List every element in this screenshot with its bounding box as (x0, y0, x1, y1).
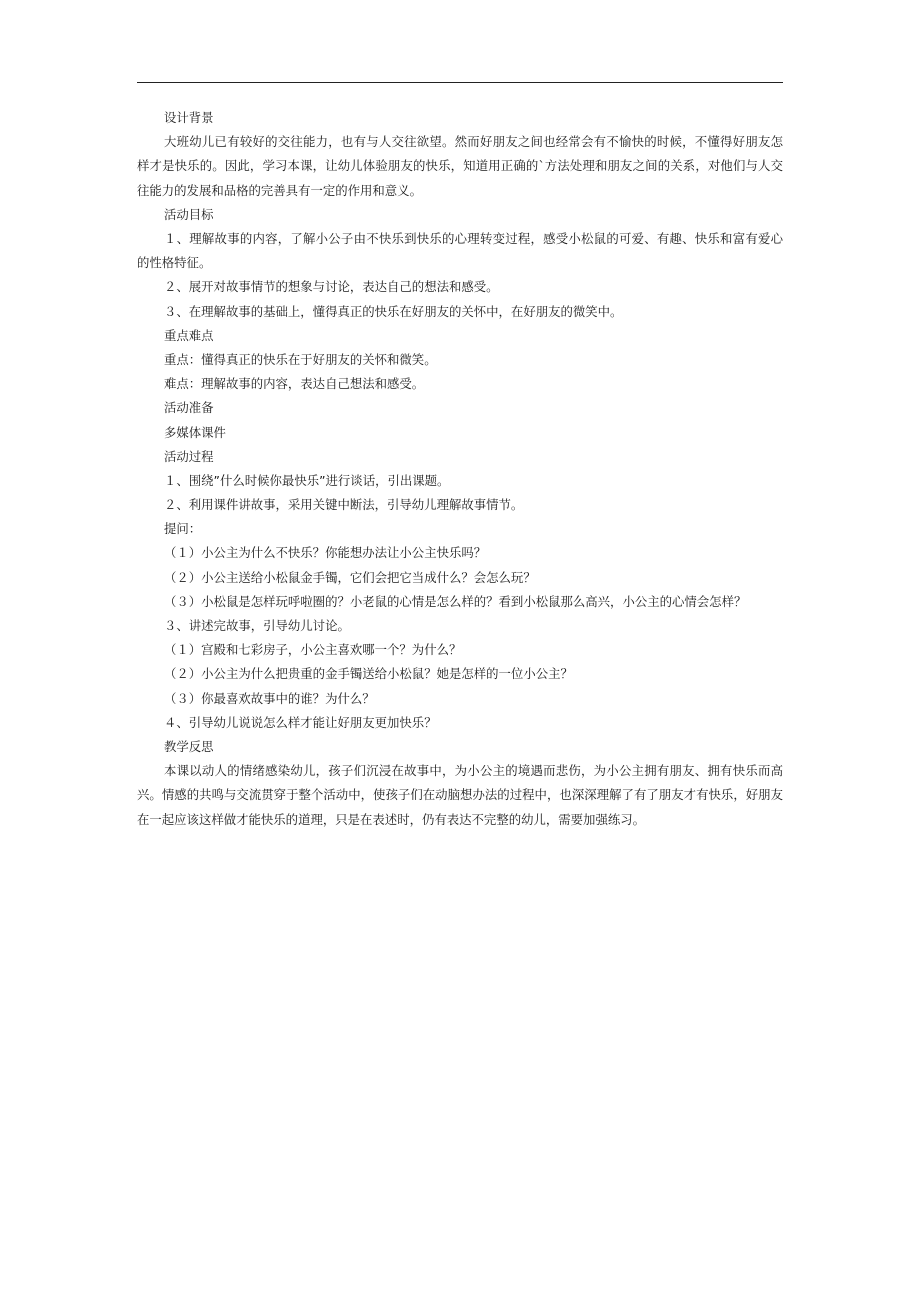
discussion-2: （２）小公主为什么把贵重的金手镯送给小松鼠？她是怎样的一位小公主？ (164, 666, 573, 682)
preparation-item: 多媒体课件 (164, 424, 226, 440)
goal-item-1: １、理解故事的内容，了解小公子由不快乐到快乐的心理转变过程，感受小松鼠的可爱、有趣、快乐和富有爱心的性格特征。 (137, 230, 783, 271)
goal-item-2: ２、展开对故事情节的想象与讨论，表达自己的想法和感受。 (164, 279, 499, 295)
reflection-paragraph: 本课以动人的情绪感染幼儿，孩子们沉浸在故事中，为小公主的境遇而悲伤，为小公主拥有朋友、拥有快乐而高兴。情感的共鸣与交流贯穿于整个活动中，使孩子们在动脑想办法的过程中，也深深理解了有了朋友才有快乐，好朋友在一起应该这样做才能快乐的道理，只是在表述时，仍有表达不完整的幼儿，需要加强练习。 (137, 763, 783, 827)
discussion-3: （３）你最喜欢故事中的谁？为什么？ (164, 690, 375, 706)
question-1: （１）小公主为什么不快乐？你能想办法让小公主快乐吗？ (164, 545, 487, 561)
key-difficult-heading: 重点难点 (164, 327, 214, 343)
process-step-3: ３、讲述完故事，引导幼儿讨论。 (164, 618, 350, 634)
background-paragraph: 大班幼儿已有较好的交往能力，也有与人交往欲望。然而好朋友之间也经常会有不愉快的时候，不懂得好朋友怎样才是快乐的。因此，学习本课，让幼儿体验朋友的快乐，知道用正确的`方法处理和朋友之间的关系，对他们与人交往能力的发展和品格的完善具有一定的作用和意义。 (137, 134, 783, 198)
key-point: 重点：懂得真正的快乐在于好朋友的关怀和微笑。 (164, 351, 437, 367)
header-rule (137, 82, 783, 83)
difficult-point: 难点：理解故事的内容，表达自己想法和感受。 (164, 376, 425, 392)
process-step-4: ４、引导幼儿说说怎么样才能让好朋友更加快乐？ (164, 714, 437, 730)
question-label: 提问： (164, 521, 202, 537)
goals-heading: 活动目标 (164, 206, 214, 222)
preparation-heading: 活动准备 (164, 400, 214, 416)
discussion-1: （１）宫殿和七彩房子，小公主喜欢哪一个？为什么？ (164, 642, 462, 658)
question-2: （２）小公主送给小松鼠金手镯，它们会把它当成什么？会怎么玩？ (164, 569, 536, 585)
goal-item-3: ３、在理解故事的基础上，懂得真正的快乐在好朋友的关怀中，在好朋友的微笑中。 (164, 303, 623, 319)
reflection-heading: 教学反思 (164, 738, 214, 754)
process-step-2: ２、利用课件讲故事，采用关键中断法，引导幼儿理解故事情节。 (164, 497, 524, 513)
question-3: （３）小松鼠是怎样玩呼啦圈的？小老鼠的心情是怎么样的？看到小松鼠那么高兴，小公主的心情会怎样？ (164, 593, 747, 609)
process-heading: 活动过程 (164, 448, 214, 464)
process-step-1: １、围绕”什么时候你最快乐”进行谈话，引出课题。 (164, 472, 450, 488)
background-heading: 设计背景 (164, 110, 214, 125)
document-body (137, 106, 783, 832)
